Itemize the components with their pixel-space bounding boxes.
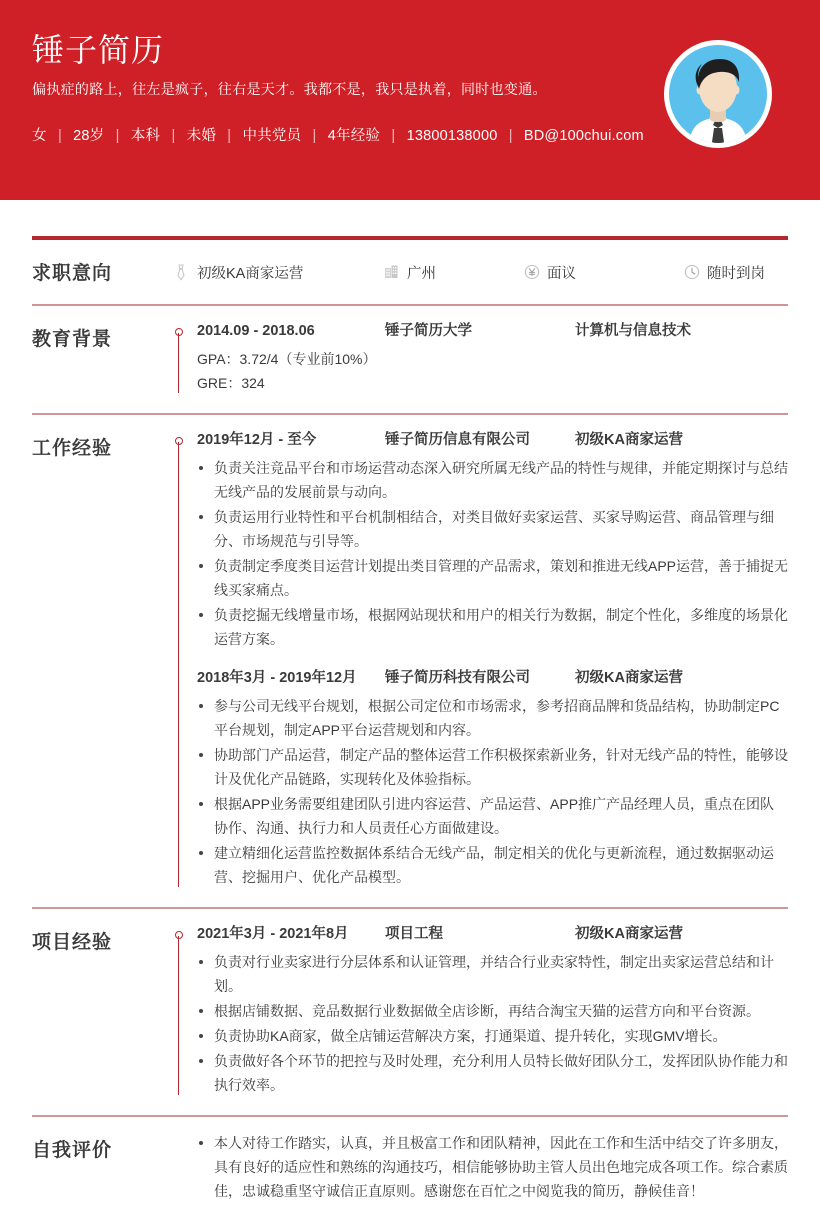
section-project-experience	[0, 909, 820, 1115]
education-entry	[197, 320, 788, 395]
contact-degree: 本科	[130, 128, 161, 144]
contact-political: 中共党员	[242, 128, 302, 144]
entry-spacer	[197, 653, 788, 667]
tie-icon	[174, 264, 190, 281]
education-date: 2014.09 - 2018.06	[197, 323, 315, 339]
contact-info-line	[32, 124, 644, 145]
contact-phone: 13800138000	[406, 128, 498, 144]
clock-icon	[684, 264, 700, 281]
objective-items-row	[174, 254, 788, 283]
list-item: 负责挖掘无线增量市场，根据网站现状和用户的相关行为数据，制定个性化，多维度的场景化运营方案。	[197, 603, 788, 651]
work-role: 初级KA商家运营	[575, 432, 683, 448]
contact-age: 28岁	[73, 128, 105, 144]
section-title-education: 教育背景	[32, 329, 113, 350]
list-item: 负责对行业卖家进行分层体系和认证管理，并结合行业卖家特性，制定出卖家运营总结和计划。	[197, 950, 788, 998]
work-entry	[197, 667, 788, 889]
self-evaluation-bullet-list	[197, 1131, 788, 1203]
section-title-self-evaluation: 自我评价	[32, 1140, 113, 1161]
list-item: 本人对待工作踏实，认真，并且极富工作和团队精神，因此在工作和生活中结交了许多朋友，具有良好的适应性和熟练的沟通技巧，相信能够协助主管人员出色地完成各项工作。综合素质佳，忠诚稳重坚守诚信正直原则。感谢您在百忙之中阅览我的简历，静候佳音！	[197, 1131, 788, 1203]
timeline-line	[178, 442, 179, 887]
objective-item-salary	[524, 262, 684, 283]
section-title-project: 项目经验	[32, 932, 113, 953]
list-item: 负责协助KA商家，做全店铺运营解决方案，打通渠道、提升转化，实现GMV增长。	[197, 1024, 788, 1048]
work-bullet-list	[197, 694, 788, 889]
project-role: 初级KA商家运营	[575, 926, 683, 942]
list-item: 参与公司无线平台规划，根据公司定位和市场需求，参考招商品牌和货品结构，协助制定PC平台规划，制定APP平台运营规划和内容。	[197, 694, 788, 742]
contact-separator: |	[57, 128, 62, 144]
project-entry	[197, 923, 788, 1097]
objective-salary-label: 面议	[547, 266, 576, 282]
list-item: 负责制定季度类目运营计划提出类目管理的产品需求，策划和推进无线APP运营，善于捕捉无线买家痛点。	[197, 554, 788, 602]
timeline-marker	[174, 328, 183, 393]
list-item: 根据店铺数据、竞品数据行业数据做全店诊断，再结合淘宝天猫的运营方向和平台资源。	[197, 999, 788, 1023]
timeline-line	[178, 333, 179, 393]
education-gpa: GPA：3.72/4（专业前10%）	[197, 351, 377, 367]
timeline-marker	[174, 931, 183, 1095]
section-education	[0, 306, 820, 413]
header-text-block	[32, 30, 644, 145]
list-item: 协助部门产品运营，制定产品的整体运营工作积极探索新业务，针对无线产品的特性，能够设计及优化产品链路，实现转化及体验指标。	[197, 743, 788, 791]
contact-separator: |	[115, 128, 120, 144]
objective-item-city	[384, 262, 524, 283]
work-company: 锤子简历科技有限公司	[385, 670, 530, 686]
objective-item-position	[174, 262, 384, 283]
list-item: 负责做好各个环节的把控与及时处理，充分利用人员特长做好团队分工，发挥团队协作能力和执行效率。	[197, 1049, 788, 1097]
header-tagline: 偏执症的路上，往左是疯子，往右是天才。我都不是，我只是执着，同时也变通。	[32, 81, 547, 97]
timeline-line	[178, 936, 179, 1095]
contact-separator: |	[171, 128, 176, 144]
contact-separator: |	[391, 128, 396, 144]
project-bullet-list	[197, 950, 788, 1097]
section-self-evaluation	[0, 1117, 820, 1220]
section-title-work: 工作经验	[32, 438, 113, 459]
avatar-ring	[664, 40, 772, 148]
resume-header-banner	[0, 0, 820, 200]
yen-icon	[524, 264, 540, 281]
work-role: 初级KA商家运营	[575, 670, 683, 686]
contact-marital: 未婚	[186, 128, 217, 144]
section-title-objective: 求职意向	[32, 263, 113, 284]
work-bullet-list	[197, 456, 788, 651]
objective-item-availability	[684, 262, 765, 283]
contact-separator: |	[227, 128, 232, 144]
contact-separator: |	[508, 128, 513, 144]
education-gre: GRE：324	[197, 375, 265, 391]
page-title: 锤子简历	[32, 32, 165, 68]
building-icon	[384, 264, 400, 281]
education-major: 计算机与信息技术	[575, 323, 691, 339]
project-date: 2021年3月 - 2021年8月	[197, 926, 349, 942]
education-school: 锤子简历大学	[385, 323, 472, 339]
section-work-experience	[0, 415, 820, 907]
list-item: 建立精细化运营监控数据体系结合无线产品，制定相关的优化与更新流程，通过数据驱动运营、挖掘用户、优化产品模型。	[197, 841, 788, 889]
timeline-marker	[174, 437, 183, 887]
resume-body	[0, 236, 820, 1220]
zigzag-edge-decoration	[0, 183, 820, 200]
contact-separator: |	[312, 128, 317, 144]
objective-city-label: 广州	[407, 266, 436, 282]
work-company: 锤子简历信息有限公司	[385, 432, 530, 448]
work-date: 2018年3月 - 2019年12月	[197, 670, 357, 686]
list-item: 负责关注竞品平台和市场运营动态深入研究所属无线产品的特性与规律，并能定期探讨与总结无线产品的发展前景与动向。	[197, 456, 788, 504]
objective-position-label: 初级KA商家运营	[197, 266, 304, 282]
list-item: 根据APP业务需要组建团队引进内容运营、产品运营、APP推广产品经理人员，重点在团队协作、沟通、执行力和人员责任心方面做建设。	[197, 792, 788, 840]
contact-experience: 4年经验	[327, 128, 381, 144]
project-name: 项目工程	[385, 926, 443, 942]
male-avatar-icon	[669, 45, 767, 143]
contact-gender: 女	[32, 128, 47, 144]
list-item: 负责运用行业特性和平台机制相结合，对类目做好卖家运营、买家导购运营、商品管理与细分、市场规范与引导等。	[197, 505, 788, 553]
section-job-objective	[0, 240, 820, 304]
objective-availability-label: 随时到岗	[707, 266, 765, 282]
contact-email: BD@100chui.com	[523, 128, 644, 144]
work-date: 2019年12月 - 至今	[197, 432, 317, 448]
avatar	[664, 40, 772, 148]
work-entry	[197, 429, 788, 651]
